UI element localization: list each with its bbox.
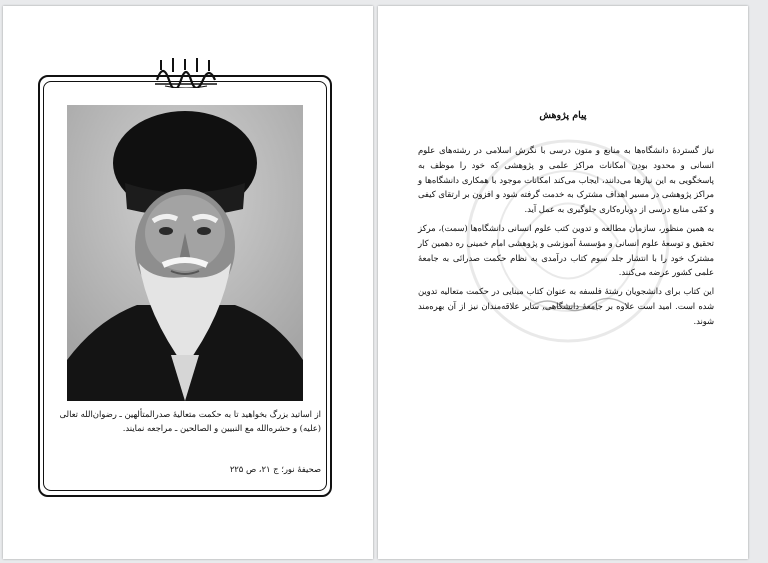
stamp-signature	[528, 294, 638, 314]
page-title: پیام پژوهش	[539, 110, 587, 121]
quote-source: صحیفهٔ نور؛ ج ۲۱، ص ۲۲۵	[229, 464, 321, 474]
portrait-photo	[67, 105, 303, 401]
paragraph: به همین منظور، سازمان مطالعه و تدوین کتب علوم انسانی دانشگاه‌ها (سمت)، مرکز تحقیق و توسعهٔ علوم انسانی و مؤسسهٔ آموزشی و پژوهشی امام خمینی ره دهمین کار مشترک خود را با انتشار جلد سوم کتاب درآمدی به نظام حکمت صدرائی به جامعهٔ علمی کشور عرضه می‌کنند.	[418, 222, 714, 278]
right-page	[378, 6, 748, 559]
paragraph: این کتاب برای دانشجویان رشتهٔ فلسفه به عنوان کتاب مبنایی در حکمت متعالیه تدوین شده است. امید است علاوه بر جامعهٔ دانشگاهی، سایر علاقه‌مندان نیز از آن بهره‌مند شوند.	[418, 286, 714, 326]
quote-caption: از اساتید بزرگ بخواهید تا به حکمت متعالیهٔ صدرالمتألهین ـ رضوان‌الله تعالی (علیه) و حشره‌الله مع النبیین و الصالحین ـ مراجعه نمایند.	[59, 409, 321, 433]
left-page	[3, 6, 373, 559]
paragraph: نیاز گستردهٔ دانشگاه‌ها به منابع و متون درسی با نگرش اسلامی در رشته‌های علوم انسانی و محدود بودن امکانات مراکز علمی و پژوهشی که خود را موظف به پاسخگویی به این نیازها می‌دانند، ایجاب می‌کند امکانات موجود با همکاری دانشگاه‌ها و مراکز پژوهشی در مسیر اهداف مشترک به خدمت گرفته شود و افزون بر ارتقای کیفی و کمّی منابع درسی از دوباره‌کاری جلوگیری به عمل آید.	[418, 145, 714, 215]
